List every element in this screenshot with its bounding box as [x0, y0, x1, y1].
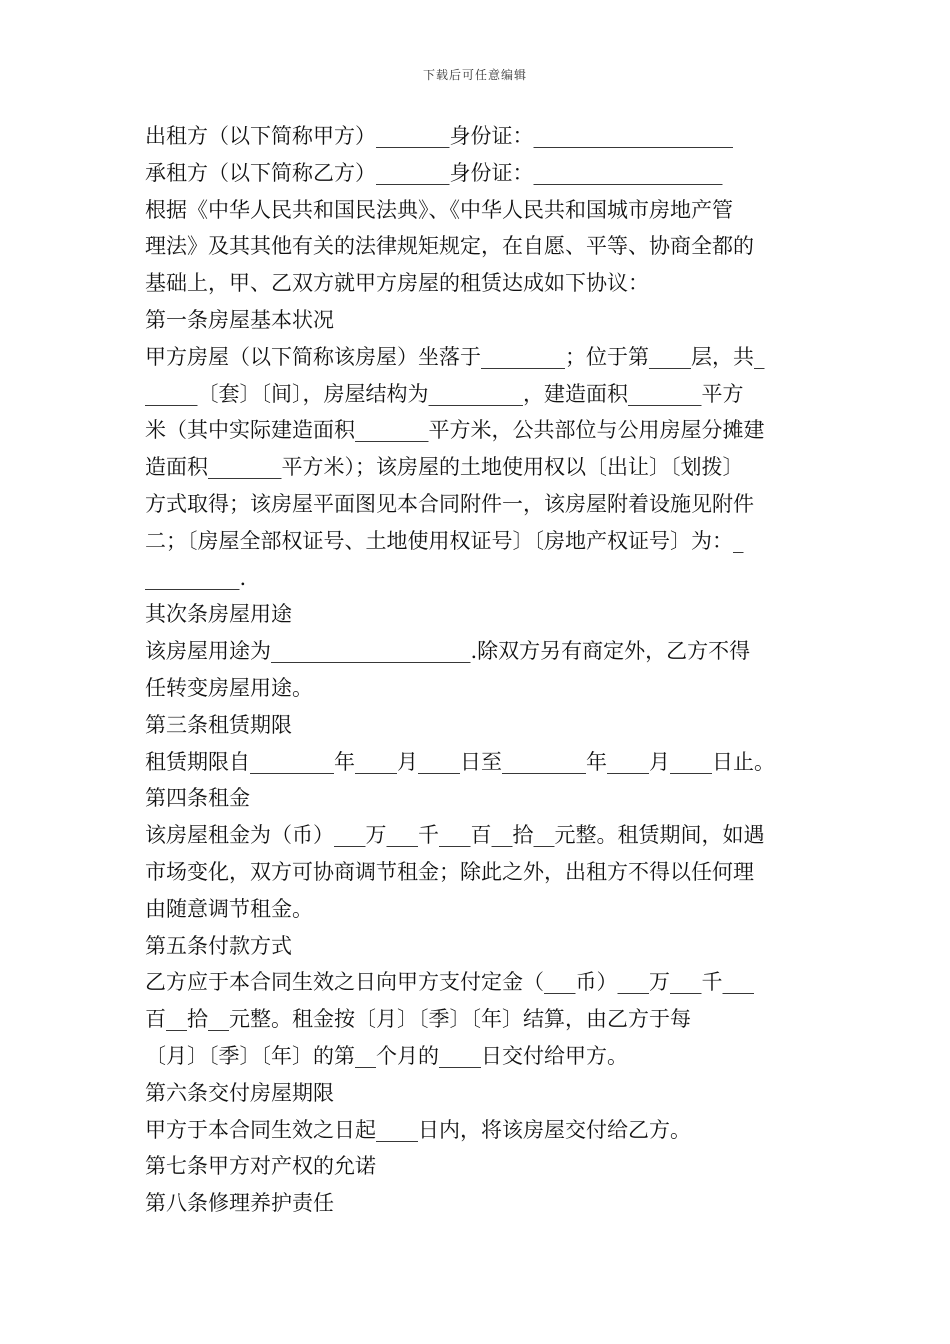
- text-line: 市场变化，双方可协商调节租金；除此之外，出租方不得以任何理: [145, 859, 754, 884]
- section-heading: 其次条房屋用途: [145, 602, 292, 627]
- text-line: 乙方应于本合同生效之日向甲方支付定金（___币）___万___千___: [145, 970, 754, 995]
- text-line: 理法》及其其他有关的法律规矩规定，在自愿、平等、协商全都的: [145, 234, 754, 259]
- text-line: 〔月〕〔季〕〔年〕的第__个月的____日交付给甲方。: [145, 1043, 628, 1068]
- text-line: 该房屋用途为___________________.除双方另有商定外，乙方不得: [145, 639, 751, 664]
- text-line: 二；〔房屋全部权证号、土地使用权证号〕〔房地产权证号〕为：_: [145, 528, 744, 553]
- text-line: 根据《中华人民共和国民法典》、《中华人民共和国城市房地产管: [145, 197, 733, 222]
- text-line: _____〔套〕〔间〕，房屋结构为_________，建造面积_______平方: [145, 381, 744, 406]
- section-heading: 第四条租金: [145, 786, 250, 811]
- contract-body: [145, 118, 810, 1222]
- text-line: 出租方（以下简称甲方）_______身份证：___________________: [145, 124, 733, 148]
- text-line: 任转变房屋用途。: [145, 675, 313, 700]
- section-heading: 第六条交付房屋期限: [145, 1080, 334, 1105]
- text-line: 该房屋租金为（币）___万___千___百__拾__元整。租赁期间，如遇: [145, 823, 765, 848]
- text-line: 由随意调节租金。: [145, 896, 313, 921]
- text-line: 基础上，甲、乙双方就甲方房屋的租赁达成如下协议：: [145, 271, 649, 296]
- section-heading: 第八条修理养护责任: [145, 1191, 334, 1216]
- section-heading: 第五条付款方式: [145, 933, 292, 958]
- text-line: 甲方于本合同生效之日起____日内，将该房屋交付给乙方。: [145, 1117, 691, 1142]
- section-heading: 第一条房屋基本状况: [145, 307, 334, 332]
- text-line: 租赁期限自________年____月____日至________年____月____日止。: [145, 749, 775, 774]
- text-line: 米（其中实际建造面积_______平方米，公共部位与公用房屋分摊建: [145, 418, 765, 443]
- section-heading: 第三条租赁期限: [145, 712, 292, 737]
- header-note: 下载后可任意编辑: [422, 68, 527, 82]
- section-heading: 第七条甲方对产权的允诺: [145, 1154, 376, 1179]
- text-line: 甲方房屋（以下简称该房屋）坐落于________；位于第____层，共_: [145, 344, 765, 369]
- text-line: 百__拾__元整。租金按〔月〕〔季〕〔年〕结算，由乙方于每: [145, 1007, 691, 1032]
- text-line: 造面积_______平方米）；该房屋的土地使用权以〔出让〕〔划拨〕: [145, 455, 744, 480]
- text-line: 承租方（以下简称乙方）_______身份证：__________________: [145, 160, 723, 185]
- text-line: 方式取得；该房屋平面图见本合同附件一，该房屋附着设施见附件: [145, 491, 754, 516]
- text-line: _________.: [145, 565, 247, 590]
